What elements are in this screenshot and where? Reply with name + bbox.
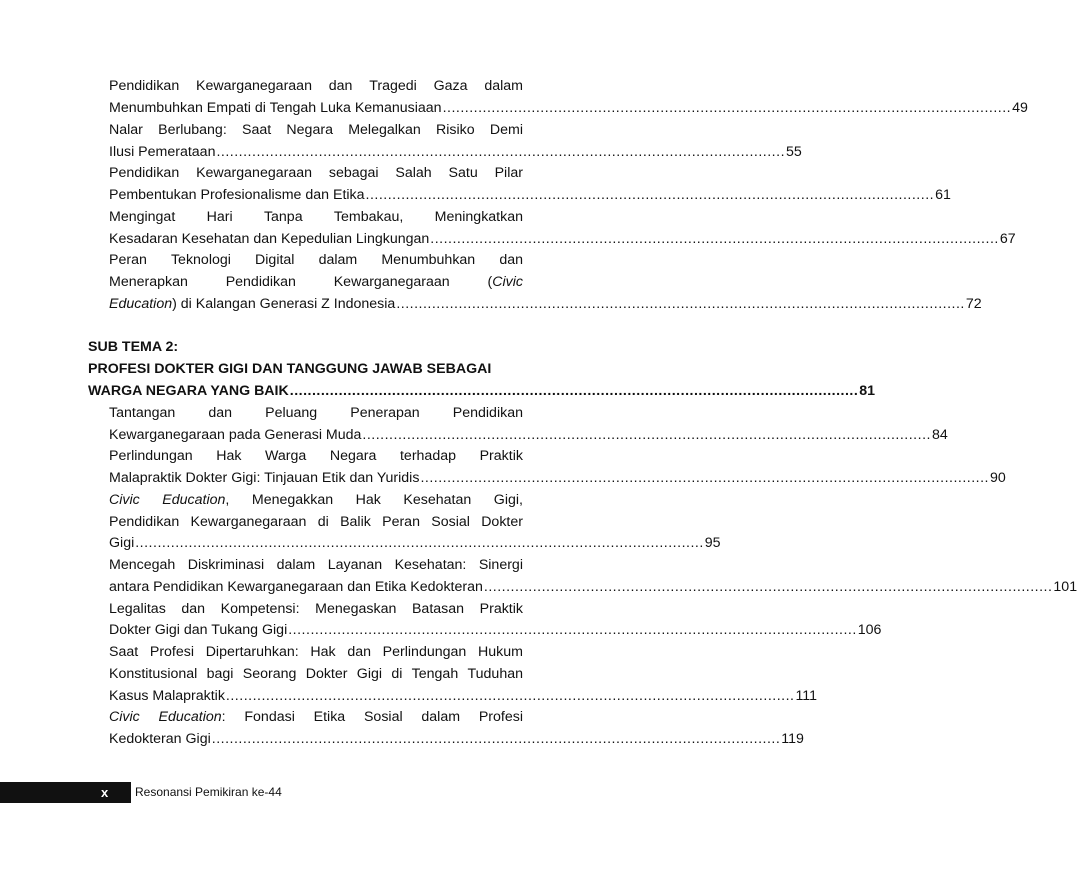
- word: Seorang: [242, 666, 297, 682]
- page-number: 49: [1012, 100, 1028, 116]
- footer-page-number: x: [101, 785, 109, 800]
- page-number: 84: [931, 427, 948, 443]
- word: Legalitas: [109, 601, 166, 617]
- word: Hak: [310, 644, 336, 660]
- toc-entry-tantangan[interactable]: [109, 424, 948, 446]
- word: Profesi: [149, 644, 195, 660]
- word: Pendidikan: [452, 405, 523, 421]
- toc-entry-title: Education) di Kalangan Generasi Z Indonesia: [109, 296, 396, 312]
- word: Negara: [286, 122, 333, 138]
- word: dalam: [484, 78, 523, 94]
- word: Konstitusional: [109, 666, 198, 682]
- word: Melegalkan: [348, 122, 421, 138]
- word: Kewarganegaraan: [196, 165, 313, 181]
- word: Pilar: [494, 165, 523, 181]
- word: dalam: [421, 709, 461, 725]
- toc-entry-perlindungan[interactable]: [109, 467, 1006, 489]
- word: Education:: [158, 709, 226, 725]
- toc-entry-title: Gigi: [109, 535, 135, 551]
- toc-entry-legalitas-line1: [109, 598, 523, 620]
- page-number: 61: [935, 187, 951, 203]
- toc-entry-civic2[interactable]: [109, 728, 804, 750]
- word: Civic: [109, 709, 140, 725]
- dot-leader: ................................................................................................................................: [430, 231, 999, 247]
- word: Pendidikan: [225, 274, 296, 290]
- word: sebagai: [328, 165, 379, 181]
- dot-leader: ................................................................................................................................: [211, 731, 781, 747]
- word: Mencegah: [109, 557, 176, 573]
- page-number: 81: [859, 383, 876, 399]
- toc-entry-profesi-line1: [109, 641, 523, 663]
- word: Profesi: [478, 709, 523, 725]
- word: Hak: [355, 492, 381, 508]
- word: bagi: [206, 666, 234, 682]
- word: Satu: [448, 165, 478, 181]
- word: Civic: [109, 492, 140, 508]
- word: Tanpa: [263, 209, 303, 225]
- page-number: 67: [999, 231, 1016, 247]
- toc-entry-title: Kasus Malapraktik: [109, 688, 225, 704]
- toc-entry-tantangan-line1: [109, 402, 523, 424]
- word: Kesehatan:: [394, 557, 467, 573]
- word: Dokter: [481, 514, 523, 530]
- toc-entry-title: Kesadaran Kesehatan dan Kepedulian Lingkungan: [109, 231, 430, 247]
- toc-entry-teknologi-line1: [109, 249, 523, 271]
- toc-entry-civic1[interactable]: [109, 532, 721, 554]
- word: Tragedi: [369, 78, 417, 94]
- word: Tengah: [411, 666, 459, 682]
- word: dan: [499, 252, 523, 268]
- word: Diskriminasi: [187, 557, 265, 573]
- word: Saat: [242, 122, 272, 138]
- dot-leader: ................................................................................................................................: [362, 427, 931, 443]
- word: dalam: [276, 557, 316, 573]
- word: Etika: [313, 709, 346, 725]
- toc-entry-gaza[interactable]: [109, 97, 1028, 119]
- dot-leader: ................................................................................................................................: [216, 144, 786, 160]
- word: Warga: [265, 448, 307, 464]
- toc-entry-nalar-line1: [109, 119, 523, 141]
- word: Salah: [395, 165, 432, 181]
- subtheme-entry[interactable]: [88, 380, 876, 402]
- footer-book-title: Resonansi Pemikiran ke-44: [135, 785, 282, 799]
- word: dan: [208, 405, 233, 421]
- toc-entry-perlindungan-line1: [109, 445, 523, 467]
- word: Education,: [162, 492, 230, 508]
- toc-entry-tembakau[interactable]: [109, 228, 1016, 250]
- word: Teknologi: [170, 252, 231, 268]
- word: Kewarganegaraan: [196, 78, 312, 94]
- word: dalam: [318, 252, 358, 268]
- word: Layanan: [327, 557, 383, 573]
- word: Sinergi: [478, 557, 523, 573]
- dot-leader: ................................................................................................................................: [396, 296, 965, 312]
- word: Menerapkan: [109, 274, 188, 290]
- toc-entry-teknologi[interactable]: [109, 293, 982, 315]
- word: Fondasi: [244, 709, 295, 725]
- toc-entry-title: Ilusi Pemerataan: [109, 144, 216, 160]
- word: Dipertaruhkan:: [205, 644, 299, 660]
- word: Berlubang:: [158, 122, 227, 138]
- toc-entry-title: Kedokteran Gigi: [109, 731, 211, 747]
- word: Saat: [109, 644, 139, 660]
- word: Menegakkan: [251, 492, 334, 508]
- word: di: [391, 666, 403, 682]
- dot-leader: ................................................................................................................................: [289, 383, 859, 399]
- word: Dokter: [305, 666, 348, 682]
- subtheme-title-line1: PROFESI DOKTER GIGI DAN TANGGUNG JAWAB SEBAGAI: [88, 361, 492, 377]
- word: Peran: [382, 514, 420, 530]
- toc-entry-pilar[interactable]: [109, 184, 951, 206]
- word: Batasan: [411, 601, 465, 617]
- dot-leader: ................................................................................................................................: [365, 187, 935, 203]
- word: Pendidikan: [109, 165, 180, 181]
- toc-entry-nalar[interactable]: [109, 141, 802, 163]
- word: di: [317, 514, 329, 530]
- word: Tembakau,: [333, 209, 404, 225]
- word: Pendidikan: [109, 78, 180, 94]
- toc-entry-diskriminasi-line1: [109, 554, 523, 576]
- toc-entry-profesi-line2: [109, 663, 523, 685]
- word: Menumbuhkan: [381, 252, 476, 268]
- word: Peluang: [265, 405, 318, 421]
- word: Kesehatan: [403, 492, 472, 508]
- toc-entry-diskriminasi[interactable]: [109, 576, 1077, 598]
- word: Mengingat: [109, 209, 176, 225]
- toc-entry-title: Malapraktik Dokter Gigi: Tinjauan Etik dan Yuridis: [109, 470, 420, 486]
- dot-leader: ................................................................................................................................: [420, 470, 989, 486]
- word: dan: [347, 644, 371, 660]
- word: Tuduhan: [467, 666, 523, 682]
- word: Kewarganegaraan: [190, 514, 307, 530]
- word: Menegaskan: [315, 601, 397, 617]
- toc-entry-civic1-line1: [109, 489, 523, 511]
- dot-leader: ................................................................................................................................: [135, 535, 704, 551]
- dot-leader: ................................................................................................................................: [225, 688, 795, 704]
- word: Perlindungan: [382, 644, 467, 660]
- toc-entry-title: Menumbuhkan Empati di Tengah Luka Kemanusiaan: [109, 100, 442, 116]
- word: Gigi: [356, 666, 383, 682]
- toc-entry-gaza-line1: [109, 75, 523, 97]
- word: Praktik: [479, 448, 523, 464]
- toc-entry-title: Kewarganegaraan pada Generasi Muda: [109, 427, 362, 443]
- word: Gaza: [433, 78, 468, 94]
- dot-leader: ................................................................................................................................: [288, 622, 857, 638]
- word: Pendidikan: [109, 514, 180, 530]
- toc-entry-teknologi-line2: [109, 271, 523, 293]
- word: terhadap: [399, 448, 456, 464]
- subtheme-label: SUB TEMA 2:: [88, 339, 179, 355]
- word: dan: [181, 601, 206, 617]
- word: dan: [328, 78, 353, 94]
- word: Sosial: [431, 514, 470, 530]
- toc-entry-pilar-line1: [109, 162, 523, 184]
- toc-entry-civic2-line1: [109, 706, 523, 728]
- word: Hak: [216, 448, 242, 464]
- word: Balik: [340, 514, 371, 530]
- word: Risiko: [436, 122, 475, 138]
- footer-bar: [0, 782, 131, 803]
- word: Gigi,: [493, 492, 523, 508]
- toc-entry-civic1-line2: [109, 511, 523, 533]
- page-number: 111: [795, 688, 818, 704]
- dot-leader: ................................................................................................................................: [442, 100, 1012, 116]
- page-number: 101: [1053, 579, 1077, 595]
- toc-entry-title: Dokter Gigi dan Tukang Gigi: [109, 622, 288, 638]
- word: Digital: [255, 252, 295, 268]
- toc-entry-title: Pembentukan Profesionalisme dan Etika: [109, 187, 365, 203]
- word: Kewarganegaraan: [333, 274, 450, 290]
- word: (Civic: [487, 274, 523, 290]
- word: Kompetensi:: [220, 601, 300, 617]
- word: Peran: [109, 252, 147, 268]
- page-number: 95: [704, 535, 721, 551]
- word: Praktik: [479, 601, 523, 617]
- page-number: 106: [857, 622, 882, 638]
- page-number: 55: [786, 144, 802, 160]
- word: Nalar: [109, 122, 143, 138]
- word: Hukum: [477, 644, 523, 660]
- word: Meningkatkan: [434, 209, 523, 225]
- page-number: 72: [965, 296, 982, 312]
- word: Demi: [489, 122, 523, 138]
- word: Penerapan: [350, 405, 420, 421]
- toc-entry-tembakau-line1: [109, 206, 523, 228]
- page-number: 90: [989, 470, 1006, 486]
- subtheme-title-line2: WARGA NEGARA YANG BAIK: [88, 383, 289, 399]
- toc-entry-profesi[interactable]: [109, 685, 818, 707]
- dot-leader: ................................................................................................................................: [483, 579, 1053, 595]
- word: Sosial: [363, 709, 403, 725]
- word: Hari: [206, 209, 233, 225]
- word: Tantangan: [109, 405, 176, 421]
- toc-entry-title: antara Pendidikan Kewarganegaraan dan Etika Kedokteran: [109, 579, 483, 595]
- page-number: 119: [781, 731, 804, 747]
- word: Perlindungan: [109, 448, 193, 464]
- toc-entry-legalitas[interactable]: [109, 619, 882, 641]
- word: Negara: [329, 448, 377, 464]
